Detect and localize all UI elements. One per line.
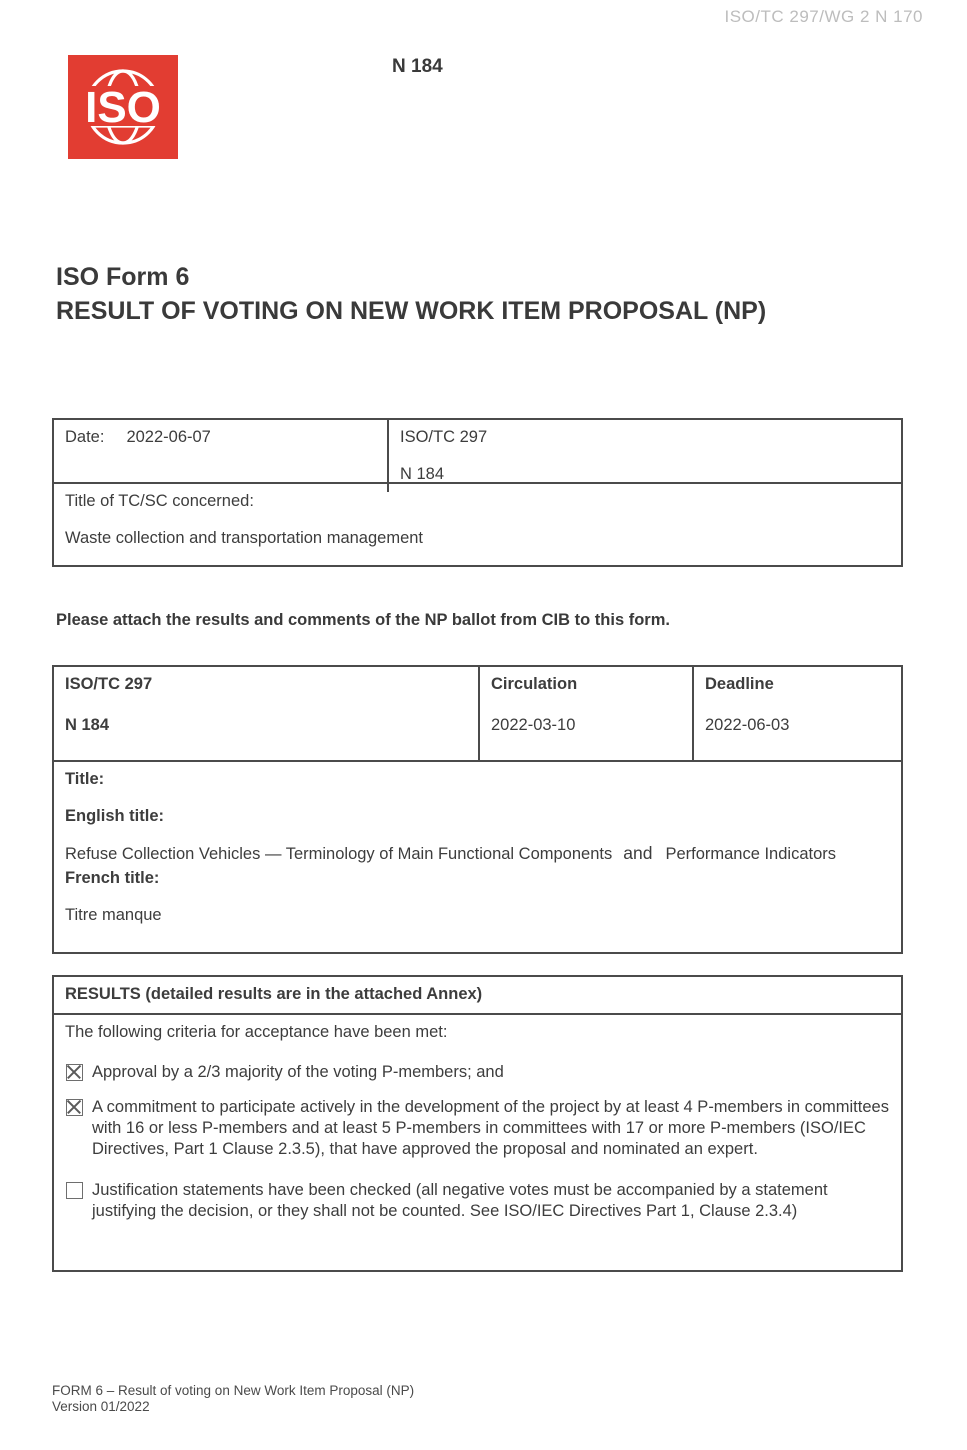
justification-checkbox[interactable] xyxy=(66,1182,83,1199)
ballot-committee-name: ISO/TC 297 xyxy=(65,675,153,693)
english-title-part1: Refuse Collection Vehicles — Terminology of Main Functional Components xyxy=(65,845,613,863)
iso-logo xyxy=(68,55,178,159)
deadline-cell xyxy=(692,667,901,760)
majority-checkbox[interactable] xyxy=(66,1064,83,1081)
attach-note: Please attach the results and comments of the NP ballot from CIB to this form. xyxy=(56,611,670,629)
title-label: Title: xyxy=(65,770,105,788)
committee-cell xyxy=(387,420,901,492)
iso-logo-text: ISO xyxy=(85,83,161,132)
tc-title-cell xyxy=(54,484,901,565)
ballot-table-header-row xyxy=(54,667,901,760)
deadline-label: Deadline xyxy=(705,675,774,693)
tc-title-value: Waste collection and transportation management xyxy=(65,529,424,547)
date-value: 2022-06-07 xyxy=(126,428,211,446)
ballot-table xyxy=(52,665,903,954)
french-title-value: Titre manque xyxy=(65,906,162,924)
results-table xyxy=(52,975,903,1272)
criteria-text: Approval by a 2/3 majority of the voting P-members; and xyxy=(92,1063,504,1081)
circulation-label: Circulation xyxy=(491,675,578,693)
criteria-item-majority xyxy=(65,1062,890,1083)
english-title-label: English title: xyxy=(65,807,164,825)
results-intro: The following criteria for acceptance have been met: xyxy=(65,1023,448,1041)
results-body-row xyxy=(54,1013,901,1270)
iso-logo-icon xyxy=(68,55,178,159)
document-reference: ISO/TC 297/WG 2 N 170 xyxy=(724,7,923,26)
circulation-date: 2022-03-10 xyxy=(491,716,576,734)
committee-name: ISO/TC 297 xyxy=(400,428,488,446)
results-body-cell xyxy=(54,1015,901,1270)
titles-cell xyxy=(54,762,901,952)
tc-title-label: Title of TC/SC concerned: xyxy=(65,492,254,510)
results-header-row xyxy=(54,977,901,1013)
criteria-item-commitment xyxy=(65,1097,890,1160)
criteria-item-justification xyxy=(65,1180,890,1222)
info-table-row-tc-title xyxy=(54,482,901,565)
criteria-text: Justification statements have been checked (all negative votes must be accompanied by a statement justifying the decision, or they shall not be counted. See ISO/IEC Directives Part 1, Clause 2.3.4) xyxy=(92,1181,828,1220)
ballot-table-title-row xyxy=(54,760,901,952)
form-number-title: ISO Form 6 xyxy=(56,263,190,291)
doc-number-top: N 184 xyxy=(392,56,443,77)
date-label: Date: xyxy=(65,428,105,446)
criteria-text: A commitment to participate actively in the development of the project by at least 4 P-members in committees with 16 or less P-members and at least 5 P-members in committees with 17 or more P-members (ISO/IEC Directives, Part 1 Clause 2.3.5), that have approved the proposal and nominated an expert. xyxy=(92,1098,889,1158)
french-title-label: French title: xyxy=(65,869,160,887)
footer-form-line: FORM 6 – Result of voting on New Work Item Proposal (NP) xyxy=(52,1383,415,1398)
committee-doc-number: N 184 xyxy=(400,465,445,483)
form-result-title: RESULT OF VOTING ON NEW WORK ITEM PROPOSAL (NP) xyxy=(56,297,767,325)
english-title-value xyxy=(65,843,890,865)
ballot-doc-number: N 184 xyxy=(65,716,110,734)
circulation-cell xyxy=(478,667,692,760)
footer-version-line: Version 01/2022 xyxy=(52,1399,150,1414)
english-title-part2: Performance Indicators xyxy=(665,845,837,863)
date-cell xyxy=(54,420,387,492)
results-header: RESULTS (detailed results are in the attached Annex) xyxy=(65,985,483,1003)
info-table-row-date xyxy=(54,420,901,482)
page-title xyxy=(56,260,916,328)
english-title-and: and xyxy=(623,843,653,863)
ballot-committee-cell xyxy=(54,667,478,760)
deadline-date: 2022-06-03 xyxy=(705,716,790,734)
page-footer xyxy=(52,1383,414,1415)
info-table xyxy=(52,418,903,567)
commitment-checkbox[interactable] xyxy=(66,1099,83,1116)
